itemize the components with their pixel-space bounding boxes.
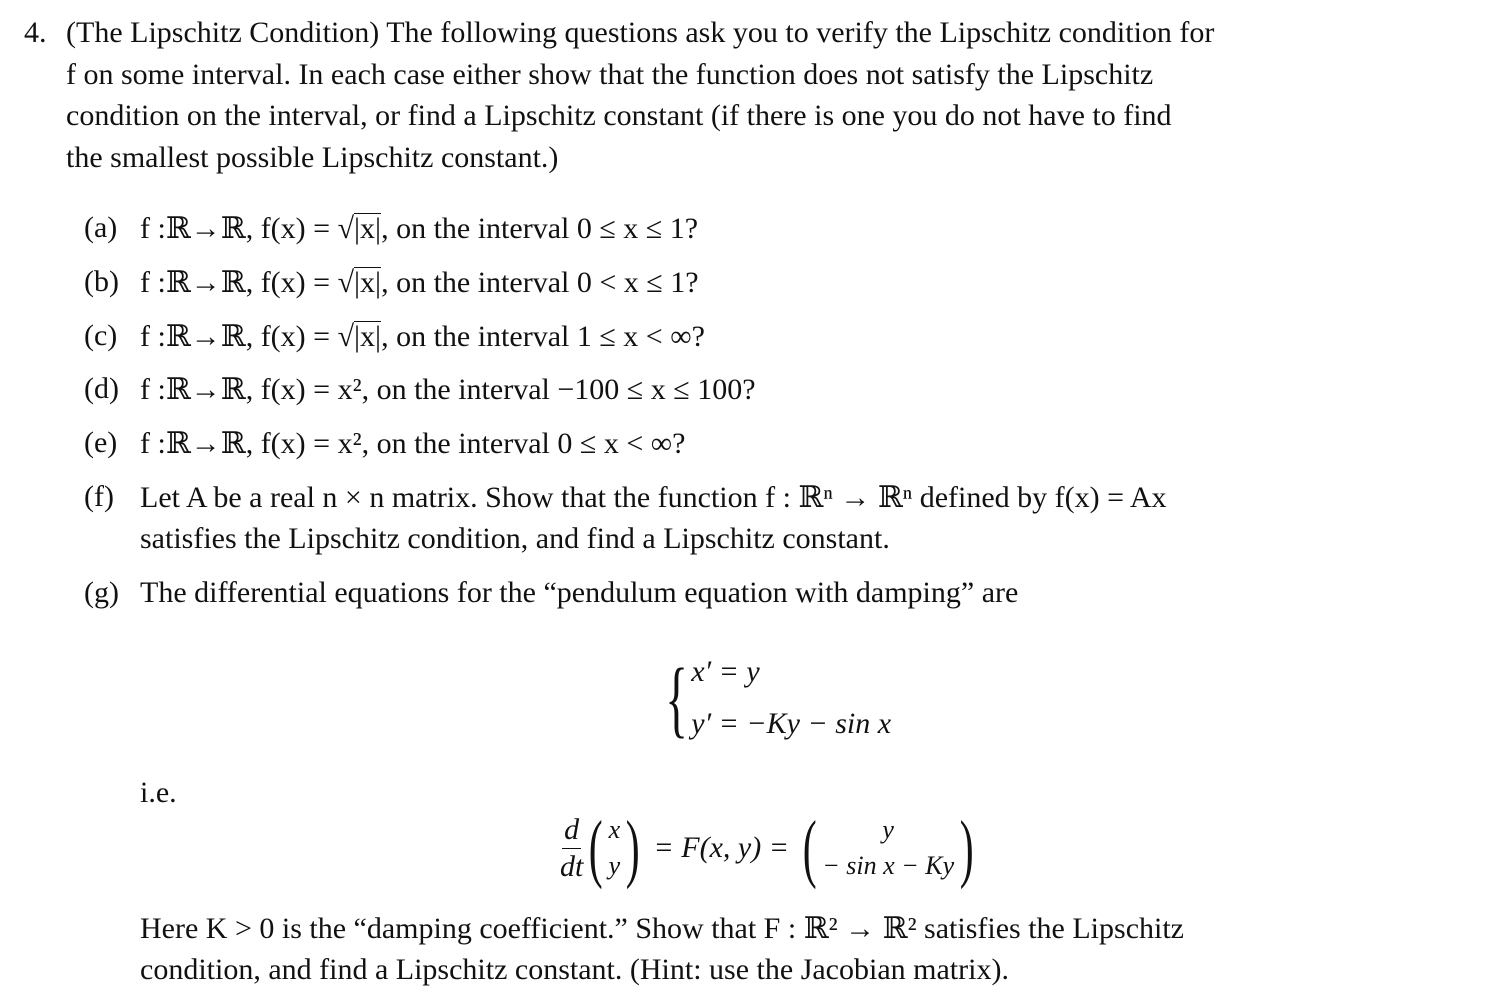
intro-line-1: (The Lipschitz Condition) The following questions ask you to verify the Lipschitz condition for [66,16,1215,49]
part-a-post: , on the interval 0 ≤ x ≤ 1? [381,212,699,245]
ode-system [656,646,891,750]
part-d-text: f :ℝ→ℝ, f(x) = x², on the interval −100 ≤ x ≤ 100? [140,373,756,406]
part-a-pre: f :ℝ→ℝ, f(x) = [140,212,338,245]
part-g-closing-1: Here K > 0 is the “damping coefficient.” Show that F : ℝ² → ℝ² satisfies the Lipschitz [140,912,1184,945]
sqrt-symbol: √ [337,212,355,245]
part-e-text: f :ℝ→ℝ, f(x) = x², on the interval 0 ≤ x < ∞? [140,427,686,460]
rhs-vector [822,812,954,884]
ode-lines [691,646,891,750]
sqrt-symbol: √ [337,320,355,353]
part-g-intro: The differential equations for the “pendulum equation with damping” are [140,576,1019,609]
rhs-vector-bottom: − sin x − Ky [822,851,955,880]
part-f-label: (f) [84,480,114,513]
sqrt-symbol: √ [337,266,355,299]
part-a-label: (a) [84,211,118,244]
part-b-label: (b) [84,265,119,298]
part-f-line-1: Let A be a real n × n matrix. Show that the function f : ℝⁿ → ℝⁿ defined by f(x) = Ax [140,481,1167,514]
part-f-line-2: satisfies the Lipschitz condition, and find a Lipschitz constant. [140,522,890,555]
derivative-numerator: d [562,812,581,849]
part-a-radicand: |x| [354,212,382,245]
intro-line-3: condition on the interval, or find a Lipschitz constant (if there is one you do not have to find [66,99,1172,132]
ode-line-2: y′ = −Ky − sin x [691,707,892,740]
right-paren-icon: ) [625,806,640,890]
right-paren-icon: ) [959,806,974,890]
part-g-label: (g) [84,576,119,609]
left-paren-icon: ( [589,806,603,890]
part-c-radicand: |x| [354,320,382,353]
intro-line-2: f on some interval. In each case either show that the function does not satisfy the Lipschitz [66,58,1154,91]
vector-equation [560,806,979,890]
left-paren-icon: ( [802,806,817,890]
state-vector-bottom: y [608,851,621,880]
part-b-post: , on the interval 0 < x ≤ 1? [381,266,699,299]
part-a-text [140,211,698,246]
part-b-radicand: |x| [354,266,382,299]
intro-line-4: the smallest possible Lipschitz constant.) [66,141,559,174]
part-c-text [140,319,705,354]
state-vector [609,812,621,884]
part-e-label: (e) [84,426,118,459]
part-c-pre: f :ℝ→ℝ, f(x) = [140,320,338,353]
ode-line-1: x′ = y [691,655,760,688]
part-c-label: (c) [84,319,118,352]
derivative-fraction [560,812,583,885]
rhs-vector-top: y [882,815,894,844]
part-d-label: (d) [84,372,119,405]
part-g-closing-2: condition, and find a Lipschitz constant. (Hint: use the Jacobian matrix). [140,953,1009,986]
left-brace-icon: { [665,650,688,746]
derivative-denominator: dt [560,849,584,883]
state-vector-top: x [608,815,621,844]
ie-label: i.e. [140,776,177,809]
part-c-post: , on the interval 1 ≤ x < ∞? [381,320,705,353]
equation-middle: = F(x, y) = [653,831,789,864]
problem-number: 4. [24,16,47,49]
part-b-pre: f :ℝ→ℝ, f(x) = [140,266,338,299]
part-b-text [140,265,699,300]
